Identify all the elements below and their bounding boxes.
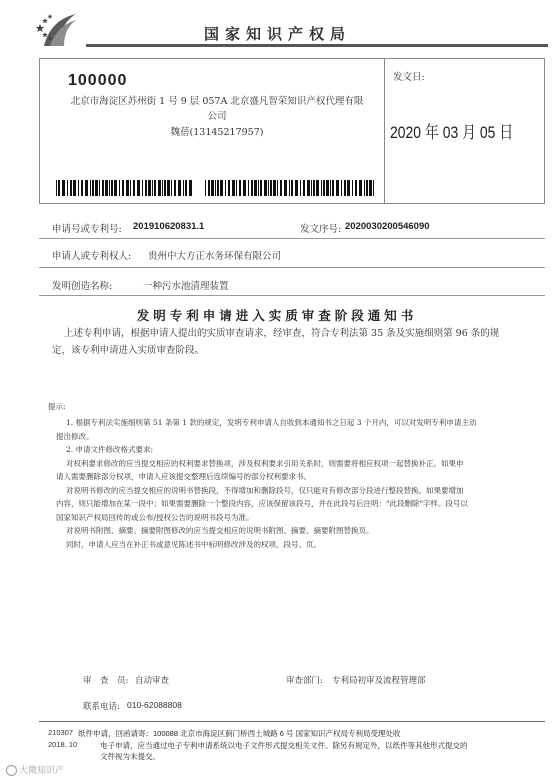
barcode-bar: [208, 180, 210, 196]
tip-line: 同时，申请人应当在补正书或意见陈述书中标明修改涉及的权项、段号、页。: [66, 539, 321, 549]
barcode-bar: [344, 180, 346, 196]
tip-line: 对权利要求修改的应当提交相应的权利要求替换项，涉及权利要求引用关系时，则需要将相应权项一起替换补正。如果申: [66, 458, 464, 468]
barcode-bar: [109, 180, 110, 196]
barcode-bar: [158, 180, 161, 196]
barcode-bar: [323, 180, 325, 196]
barcode-bar: [211, 180, 214, 196]
barcode-bar: [174, 180, 176, 196]
barcode-bar: [355, 180, 357, 196]
barcode-bar: [341, 180, 342, 196]
issue-date-label: 发文日:: [393, 72, 425, 83]
doc-no-value: 2020030200546090: [345, 221, 430, 232]
dept-value: 专利局初审及流程管理部: [332, 676, 426, 686]
barcode-bar: [280, 180, 282, 196]
barcode-bar: [142, 180, 143, 196]
barcode-bar: [330, 180, 331, 196]
barcode-bar: [119, 180, 120, 196]
barcode-bar: [99, 180, 100, 196]
tips-heading: 提示:: [48, 402, 66, 411]
barcode-bar: [321, 180, 322, 196]
tip-line: 2. 申请文件修改格式要求:: [66, 445, 154, 454]
barcode-bar: [133, 180, 135, 196]
notice-paragraph-line1: 上述专利申请，根据申请人提出的实质审查请求，经审查，符合专利法第 35 条及实施细则第 96 条的规: [64, 328, 500, 339]
barcode-bar: [277, 180, 278, 196]
barcode-bar: [352, 180, 353, 196]
barcode-bar: [70, 180, 72, 196]
notice-title: 发明专利申请进入实质审查阶段通知书: [136, 309, 418, 323]
watermark: [6, 763, 64, 776]
barcode-bar: [73, 180, 76, 196]
phone-label: 联系电话:: [83, 702, 120, 712]
barcode-bar: [228, 180, 230, 196]
barcode-left: [56, 180, 192, 196]
tip-line: 1. 根据专利法实施细则第 51 条第 1 款的规定，发明专利申请人自收到本通知书之日起 3 个月内，可以对发明专利申请主动: [66, 418, 477, 427]
examiner-value: 自动审查: [135, 676, 170, 686]
tip-line: 内容，则只能增加在某一段中；如果需要删除一个整段内容，应该保留该段号，并在此段号后注明："此段删除"字样。段号以: [56, 499, 468, 508]
barcode-bar: [185, 180, 187, 196]
barcode-bar: [366, 180, 368, 196]
form-code: 210307: [48, 728, 74, 737]
barcode-bar: [183, 180, 184, 196]
cnipa-emblem-icon: [36, 10, 80, 50]
recipient-contact: 魏蓓(13145217957): [170, 127, 264, 138]
barcode-bar: [284, 180, 287, 196]
barcode-bar: [58, 180, 60, 196]
barcode-bar: [164, 180, 166, 196]
row-divider: [39, 267, 545, 268]
barcode-bar: [248, 180, 249, 196]
form-version: 2018. 10: [48, 740, 78, 749]
barcode-bar: [102, 180, 104, 196]
barcode-bar: [243, 180, 246, 196]
barcode-bar: [148, 180, 151, 196]
barcode-bar: [114, 180, 117, 196]
barcode-bar: [217, 180, 219, 196]
notice-paragraph-line2: 定，该专利申请进入实质审查阶段。: [52, 345, 205, 356]
barcode-bar: [289, 180, 290, 196]
barcode-bar: [105, 180, 108, 196]
barcode-bar: [225, 180, 226, 196]
issue-date: 2020 年 03 月 05 日: [390, 123, 514, 142]
barcode-bar: [171, 180, 172, 196]
barcode-bar: [268, 180, 269, 196]
recipient-address-line1: 北京市海淀区苏州街 1 号 9 层 057A 北京盛凡智荣知识产权代理有限: [70, 96, 364, 107]
app-no-value: 201910620831.1: [133, 221, 205, 232]
dept-label: 审查部门:: [286, 676, 323, 686]
barcode-bar: [291, 180, 293, 196]
barcode-bar: [332, 180, 334, 196]
tip-line: 提出修改。: [56, 431, 94, 441]
barcode-bar: [215, 180, 216, 196]
barcode-bar: [236, 180, 237, 196]
barcode-bar: [67, 180, 68, 196]
header-rule: [86, 44, 548, 47]
barcode-bar: [364, 180, 365, 196]
app-no-label: 申请号或专利号:: [52, 224, 122, 235]
barcode-bar: [254, 180, 257, 196]
tip-line: 国家知识产权局回传的或公布/授权公告的说明书段号为准。: [56, 512, 254, 522]
barcode-bar: [313, 180, 315, 196]
examiner-label: 审 查 员:: [83, 676, 129, 686]
footer-electronic-line: 电子申请，应当通过电子专利申请系统以电子文件形式提交相关文件。除另有规定外，以纸件等其他形式提交的: [100, 741, 468, 750]
invention-value: 一种污水池清理装置: [143, 281, 229, 292]
phone-value: 010-62088808: [127, 700, 182, 710]
barcode-right: [205, 180, 375, 196]
barcode-bar: [260, 180, 262, 196]
barcode-bar: [62, 180, 65, 196]
barcode-bar: [300, 180, 301, 196]
barcode-bar: [270, 180, 272, 196]
footer-rule: [39, 721, 545, 722]
barcode-bar: [316, 180, 319, 196]
barcode-bar: [251, 180, 253, 196]
barcode-bar: [81, 180, 83, 196]
barcode-bar: [137, 180, 140, 196]
barcode-bar: [152, 180, 153, 196]
address-box-divider: [384, 58, 385, 204]
barcode-bar: [111, 180, 113, 196]
barcode-bar: [90, 180, 91, 196]
doc-no-label: 发文序号:: [300, 224, 342, 235]
tip-line: 对说明书附图、摘要、摘要附图修改的应当提交相应的说明书附图、摘要、摘要附图替换页。: [66, 526, 374, 535]
barcode-bar: [92, 180, 94, 196]
applicant-value: 贵州中大方正水务环保有限公司: [148, 251, 282, 262]
barcode-bar: [122, 180, 124, 196]
barcode-bar: [145, 180, 147, 196]
invention-label: 发明创造名称:: [52, 281, 113, 292]
footer-mail-line: 纸件申请，回函请寄：100088 北京市海淀区蓟门桥西土城路 6 号 国家知识产权局专利局受理处收: [78, 729, 401, 738]
barcode-bar: [126, 180, 129, 196]
tip-line: 请人需要删除部分权项，申请人应该提交整理后连续编号的部分权利要求书。: [56, 472, 311, 481]
barcode-bar: [232, 180, 235, 196]
recipient-address-line2: 公司: [207, 111, 227, 122]
barcode-bar: [167, 180, 170, 196]
barcode-bar: [78, 180, 79, 196]
barcode-bar: [373, 180, 374, 196]
barcode-bar: [205, 180, 206, 196]
barcode-bar: [347, 180, 350, 196]
recipient-postcode: 100000: [68, 72, 128, 89]
barcode-bar: [239, 180, 241, 196]
barcode-bar: [326, 180, 329, 196]
barcode-bar: [95, 180, 98, 196]
barcode-bar: [85, 180, 88, 196]
office-title: 国家知识产权局: [204, 26, 352, 43]
barcode-bar: [303, 180, 305, 196]
tips-section: [56, 416, 528, 551]
barcode-bar: [258, 180, 259, 196]
barcode-bar: [56, 180, 57, 196]
barcode-bar: [154, 180, 156, 196]
barcode-bar: [359, 180, 362, 196]
barcode-bar: [162, 180, 163, 196]
barcode-bar: [189, 180, 192, 196]
row-divider: [39, 238, 545, 239]
barcode-bar: [178, 180, 181, 196]
barcode-bar: [130, 180, 131, 196]
barcode-bar: [220, 180, 223, 196]
barcode-bar: [369, 180, 372, 196]
barcode-bar: [307, 180, 310, 196]
watermark-logo-icon: [6, 765, 17, 776]
watermark-text: 大微知识产: [19, 765, 65, 775]
tip-line: 对说明书修改的应当提交相应的说明书替换段，不得增加和删除段号，仅只能对有修改部分段进行整段替换。如果要增加: [66, 485, 464, 495]
barcode-bar: [295, 180, 298, 196]
footer-electronic-line2: 文件视为未提交。: [100, 752, 160, 761]
barcode-bar: [264, 180, 267, 196]
barcode-bar: [273, 180, 276, 196]
barcode-bar: [336, 180, 339, 196]
applicant-label: 申请人或专利权人:: [52, 251, 132, 262]
barcode-bar: [311, 180, 312, 196]
row-divider: [39, 295, 545, 296]
